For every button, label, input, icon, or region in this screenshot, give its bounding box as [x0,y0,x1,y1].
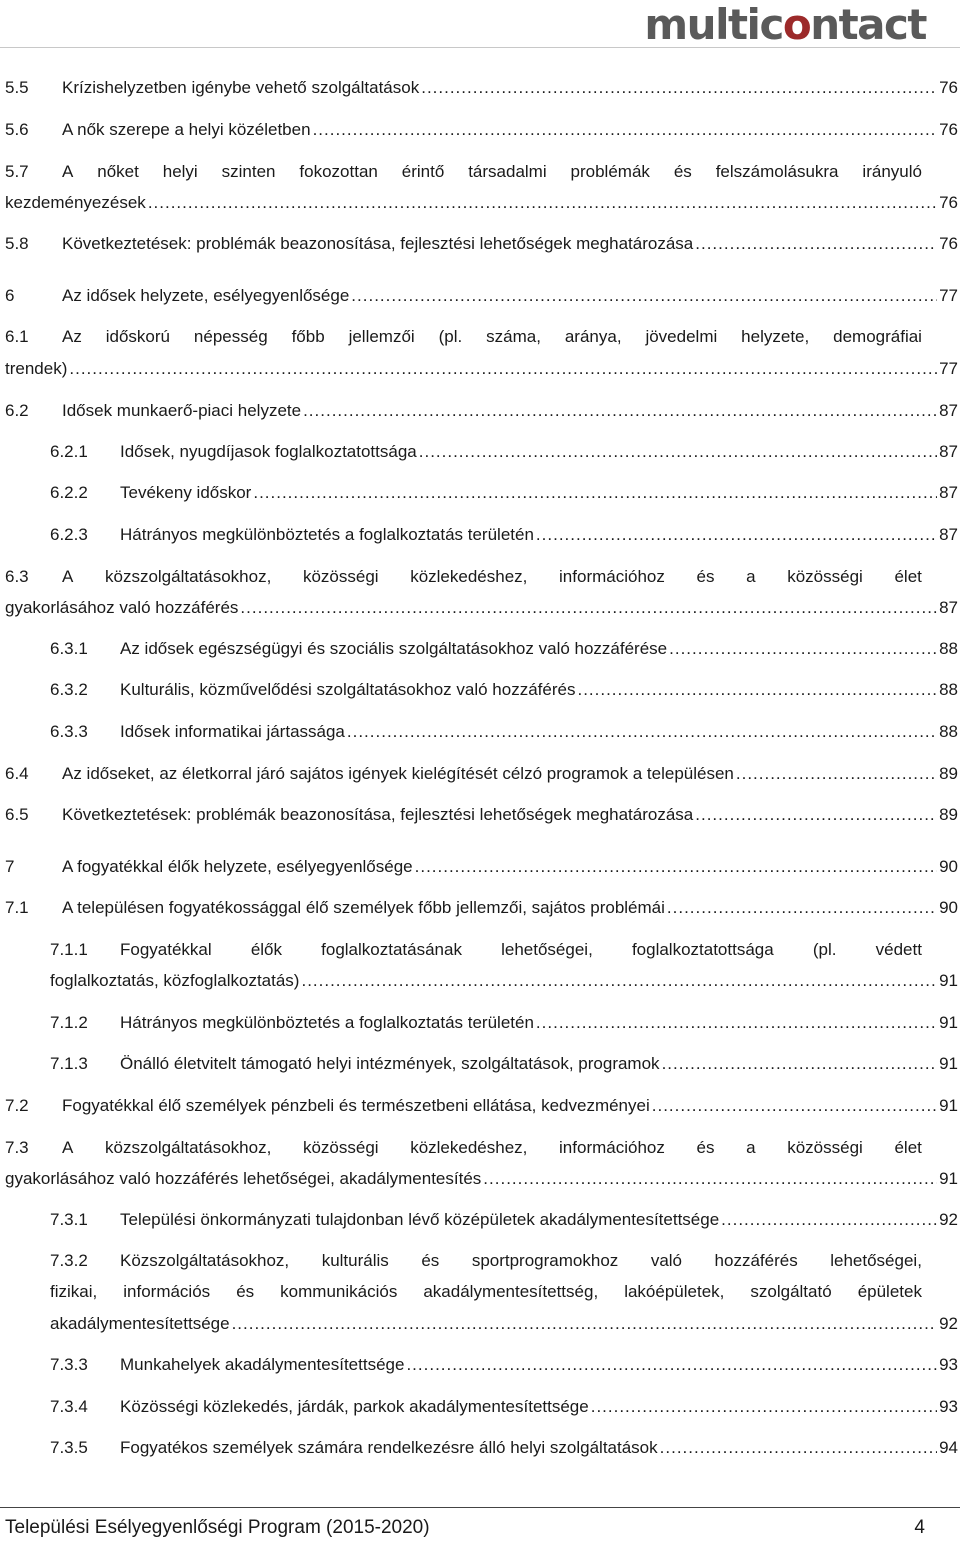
toc-entry-line [5,1095,958,1117]
toc-entry-number: 7.3.5 [50,1438,88,1457]
toc-entry-number: 5.5 [5,78,29,97]
toc-entry-line [5,285,958,307]
dot-leader [303,400,937,422]
footer-title: Települési Esélyegyenlőségi Program (2015-2020) [5,1517,430,1538]
toc-entry-number: 6.1 [5,327,29,346]
toc-entry-number: 7.3.3 [50,1355,88,1374]
toc-entry-title-continued: trendek) [5,359,68,378]
toc-entry-line [5,77,958,99]
toc-entry-line [50,1354,958,1376]
toc-entry-line [50,970,958,992]
toc-entry-page: 88 [939,722,958,741]
page-number: 4 [914,1517,925,1538]
toc-entry-number: 7.3.1 [50,1210,88,1229]
toc-entry-title: A nőket helyi szinten fokozottan érintő társadalmi problémák és felszámolásukra irányuló [62,162,922,181]
toc-entry-line [5,1168,958,1190]
toc-entry-number: 6.2 [5,401,29,420]
toc-entry-page: 91 [939,1169,958,1188]
toc-entry-number: 7.1 [5,898,29,917]
toc-entry-number: 6.3.2 [50,680,88,699]
toc-entry-line [50,1209,958,1231]
toc-entry-line [50,638,958,660]
toc-entry-title: Következtetések: problémák beazonosítása, fejlesztési lehetőségek meghatározása [62,805,694,824]
dot-leader [536,524,937,546]
toc-entry-page: 92 [939,1210,958,1229]
toc-entry-line [5,326,958,348]
toc-entry-line [50,939,958,961]
toc-entry-title: A településen fogyatékossággal élő személyek főbb jellemzői, sajátos problémái [62,898,665,917]
dot-leader [667,897,937,919]
toc-entry-page: 76 [939,120,958,139]
toc-entry-page: 91 [939,1096,958,1115]
toc-entry-page: 76 [939,234,958,253]
toc-entry-line [50,721,958,743]
toc-entry-line [5,192,958,214]
toc-entry-title: Az időskorú népesség főbb jellemzői (pl. száma, aránya, jövedelmi helyzete, demográfiai [62,327,922,346]
dot-leader [351,285,937,307]
toc-entry-title: Kulturális, közművelődési szolgáltatásokhoz való hozzáférés [120,680,576,699]
toc-entry-line [5,358,958,380]
dot-leader [536,1012,937,1034]
toc-entry-page: 87 [939,442,958,461]
toc-entry-number: 6.3.1 [50,639,88,658]
toc-entry-line [5,400,958,422]
toc-entry-page: 91 [939,1013,958,1032]
toc-entry-page: 76 [939,78,958,97]
toc-entry-number: 6.3 [5,567,29,586]
toc-entry-title: Az időseket, az életkorral járó sajátos igények kielégítését célzó programok a településen [62,764,734,783]
toc-entry-line [50,1437,958,1459]
toc-entry-number: 6.4 [5,764,29,783]
toc-entry-title: Hátrányos megkülönböztetés a foglalkoztatás területén [120,525,534,544]
toc-entry-page: 87 [939,483,958,502]
toc-entry-line [5,763,958,785]
dot-leader [415,856,937,878]
toc-entry-title-continued: gyakorlásához való hozzáférés [5,598,239,617]
toc-entry-number: 7.1.2 [50,1013,88,1032]
dot-leader [406,1354,937,1376]
toc-entry-title: Önálló életvitelt támogató helyi intézmények, szolgáltatások, programok [120,1054,660,1073]
toc-entry-page: 88 [939,639,958,658]
toc-entry-number: 6.5 [5,805,29,824]
toc-entry-line [5,804,958,826]
toc-entry-number: 6.2.1 [50,442,88,461]
toc-entry-title: Hátrányos megkülönböztetés a foglalkoztatás területén [120,1013,534,1032]
toc-entry-title: Munkahelyek akadálymentesítettsége [120,1355,405,1374]
toc-entry-line [50,482,958,504]
toc-entry-number: 7.3.2 [50,1251,88,1270]
toc-entry-number: 7.1.3 [50,1054,88,1073]
toc-entry-title: A közszolgáltatásokhoz, közösségi közlekedéshez, információhoz és a közösségi élet [62,567,922,586]
toc-entry-page: 88 [939,680,958,699]
toc-entry-title: Közszolgáltatásokhoz, kulturális és sportprogramokhoz való hozzáférés lehetőségei, [120,1251,922,1270]
toc-entry-number: 7.1.1 [50,940,88,959]
toc-entry-page: 76 [939,193,958,212]
toc-entry-page: 93 [939,1397,958,1416]
toc-entry-line [50,1313,958,1335]
toc-entry-title-continued: foglalkoztatás, közfoglalkoztatás) [50,971,300,990]
dot-leader [695,233,937,255]
toc-entry-title: Az idősek helyzete, esélyegyenlősége [62,286,350,305]
toc-entry-title-continued: gyakorlásához való hozzáférés lehetőségei, akadálymentesítés [5,1169,482,1188]
dot-leader [69,358,937,380]
dot-leader [148,192,937,214]
toc-entry-title: A nők szerepe a helyi közéletben [62,120,311,139]
dot-leader [591,1396,937,1418]
dot-leader [577,679,937,701]
toc-entry-line [5,1137,958,1159]
toc-entry-title: Következtetések: problémák beazonosítása, fejlesztési lehetőségek meghatározása [62,234,694,253]
toc-entry-page: 90 [939,857,958,876]
toc-entry-number: 7.3.4 [50,1397,88,1416]
toc-entry-number: 6.3.3 [50,722,88,741]
toc-entry-line [5,233,958,255]
toc-entry-number: 5.7 [5,162,29,181]
toc-entry-line [50,1281,922,1303]
toc-entry-page: 91 [939,971,958,990]
multicontact-logo: multicontact [644,0,926,49]
toc-entry-number: 6.2.3 [50,525,88,544]
toc-entry-title: Fogyatékkal élő személyek pénzbeli és természetbeni ellátása, kedvezményei [62,1096,650,1115]
dot-leader [736,763,937,785]
toc-entry-line [50,1250,958,1272]
toc-entry-line [50,1396,958,1418]
toc-entry-line [5,856,958,878]
toc-entry-page: 94 [939,1438,958,1457]
dot-leader [253,482,937,504]
toc-entry-title: Közösségi közlekedés, járdák, parkok akadálymentesítettsége [120,1397,589,1416]
toc-entry-title: Települési önkormányzati tulajdonban lévő középületek akadálymentesítettsége [120,1210,720,1229]
toc-entry-line [5,897,958,919]
toc-entry-title-continued: kezdeményezések [5,193,146,212]
toc-entry-page: 87 [939,401,958,420]
toc-entry-title: Idősek, nyugdíjasok foglalkoztatottsága [120,442,417,461]
dot-leader [421,77,937,99]
toc-entry-number: 6 [5,286,15,305]
dot-leader [483,1168,937,1190]
toc-entry-title: Idősek munkaerő-piaci helyzete [62,401,302,420]
toc-entry-line [5,119,958,141]
toc-entry-line [5,566,958,588]
dot-leader [313,119,938,141]
toc-entry-page: 89 [939,805,958,824]
toc-entry-title: Krízishelyzetben igénybe vehető szolgáltatások [62,78,420,97]
toc-entry-number: 7.2 [5,1096,29,1115]
toc-entry-title: Az idősek egészségügyi és szociális szolgáltatásokhoz való hozzáférése [120,639,668,658]
dot-leader [662,1053,938,1075]
toc-entry-number: 7.3 [5,1138,29,1157]
toc-entry-line [5,161,958,183]
dot-leader [669,638,937,660]
toc-entry-page: 90 [939,898,958,917]
toc-entry-title: Idősek informatikai jártassága [120,722,345,741]
toc-entry-page: 77 [939,359,958,378]
dot-leader [652,1095,937,1117]
toc-entry-page: 87 [939,525,958,544]
toc-entry-title: A közszolgáltatásokhoz, közösségi közlekedéshez, információhoz és a közösségi élet [62,1138,922,1157]
toc-entry-page: 92 [939,1314,958,1333]
toc-entry-number: 7 [5,857,15,876]
toc-entry-number: 5.8 [5,234,29,253]
toc-entry-line [5,597,958,619]
toc-entry-line [50,441,958,463]
toc-entry-title: Fogyatékkal élők foglalkoztatásának lehetőségei, foglalkoztatottsága (pl. védett [120,940,922,959]
dot-leader [240,597,937,619]
dot-leader [232,1313,938,1335]
toc-entry-page: 89 [939,764,958,783]
dot-leader [660,1437,937,1459]
dot-leader [721,1209,937,1231]
toc-entry-line [50,679,958,701]
toc-entry-page: 77 [939,286,958,305]
toc-entry-page: 91 [939,1054,958,1073]
dot-leader [695,804,937,826]
toc-entry-number: 6.2.2 [50,483,88,502]
footer-divider [0,1507,960,1508]
toc-entry-line [50,524,958,546]
toc-entry-number: 5.6 [5,120,29,139]
dot-leader [347,721,937,743]
toc-entry-page: 93 [939,1355,958,1374]
toc-entry-title: A fogyatékkal élők helyzete, esélyegyenlősége [62,857,413,876]
toc-entry-page: 87 [939,598,958,617]
toc-entry-line [50,1053,958,1075]
dot-leader [301,970,937,992]
toc-entry-title-continued: fizikai, információs és kommunikációs akadálymentesítettség, lakóépületek, szolgáltató épületek [50,1282,922,1301]
toc-entry-title-continued: akadálymentesítettsége [50,1314,230,1333]
toc-entry-title: Fogyatékos személyek számára rendelkezésre álló helyi szolgáltatások [120,1438,658,1457]
toc-entry-title: Tevékeny időskor [120,483,252,502]
dot-leader [419,441,937,463]
toc-entry-line [50,1012,958,1034]
